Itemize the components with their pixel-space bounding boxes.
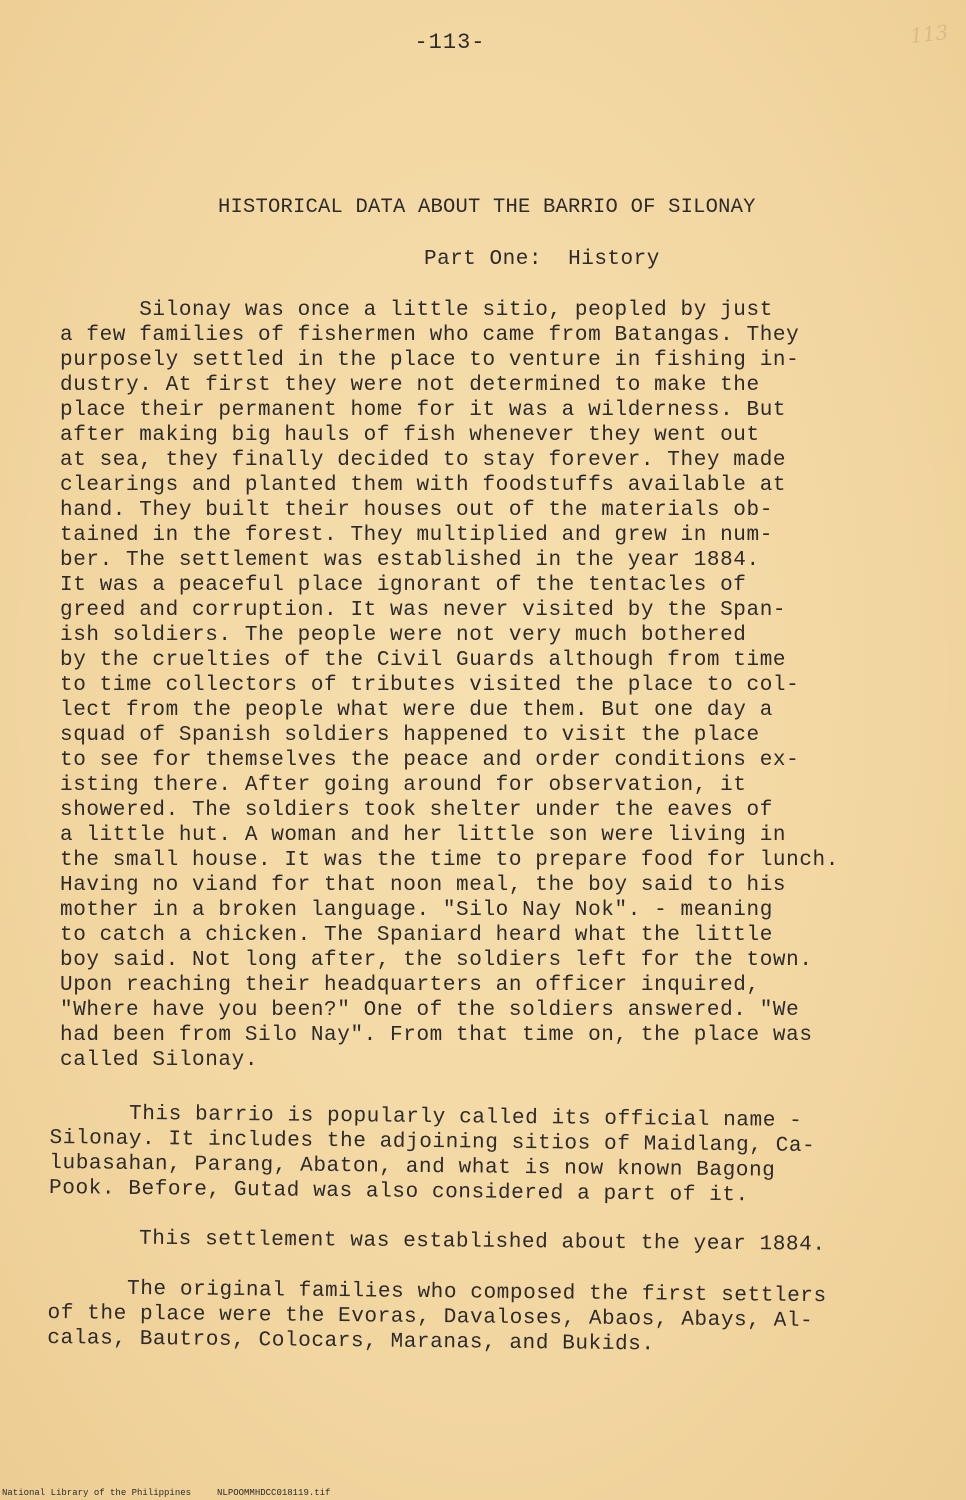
page-number: -113-	[414, 30, 486, 55]
paragraph-original-families: The original families who composed the first settlers of the place were the Evoras, Davaloses, Abaos, Abays, Al- calas, Bautros, Colocars, Maranas, and Bukids.	[47, 1277, 827, 1357]
document-title: HISTORICAL DATA ABOUT THE BARRIO OF SILONAY	[218, 196, 756, 219]
paragraph-history: Silonay was once a little sitio, peopled by just a few families of fishermen who came from Batangas. They purposely settled in the place to venture in fishing in- dustry. At first they were not determined to make the place their permanent home for it was a wilderness. But after making big hauls of fish whenever they went out at sea, they finally decided to stay forever. They made clearings and planted them with foodstuffs available at hand. They built their houses out of the materials ob- tained in the forest. They multiplied and grew in num- ber. The settlement was established in the year 1884. It was a peaceful place ignorant of the tentacles of greed and corruption. It was never visited by the Span- ish soldiers. The people were not very much bothered by the cruelties of the Civil Guards although from time to time collectors of tributes visited the place to col- lect from the people what were due them. But one day a squad of Spanish soldiers happened to visit the place to see for themselves the peace and order conditions ex- isting there. After going around for observation, it showered. The soldiers took shelter under the eaves of a little hut. A woman and her little son were living in the small house. It was the time to prepare food for lunch. Having no viand for that noon meal, the boy said to his mother in a broken language. "Silo Nay Nok". - meaning to catch a chicken. The Spaniard heard what the little boy said. Not long after, the soldiers left for the town. Upon reaching their headquarters an officer inquired, "Where have you been?" One of the soldiers answered. "We had been from Silo Nay". From that time on, the place was called Silonay.	[60, 299, 839, 1072]
handwritten-page-mark: 113	[908, 20, 950, 48]
paragraph-established: This settlement was established about the year 1884.	[59, 1227, 826, 1257]
footer-file: NLPOOMMHDCC018119.tif	[217, 1488, 331, 1498]
scan-footer	[2, 1488, 356, 1498]
document-subtitle: Part One: History	[424, 248, 660, 271]
paragraph-official-name: This barrio is popularly called its official name - Silonay. It includes the adjoining sitios of Maidlang, Ca- lubasahan, Parang, Abaton, and what is now known Bagong Pook. Before, Gutad was also considered a part of it.	[48, 1102, 816, 1208]
footer-library: National Library of the Philippines	[2, 1488, 192, 1498]
